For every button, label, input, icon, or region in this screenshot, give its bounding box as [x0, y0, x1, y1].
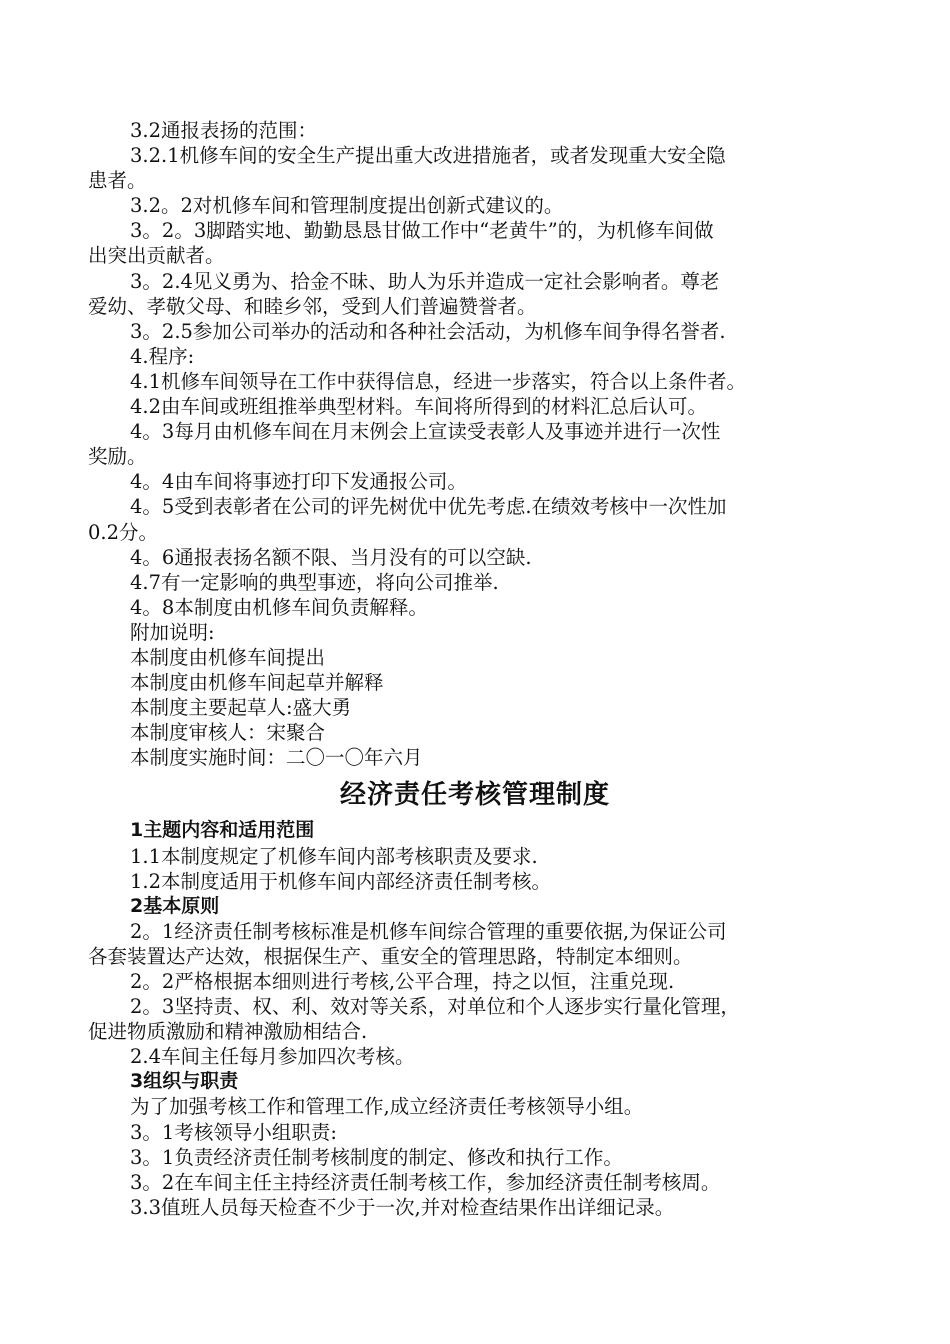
text-line: 2。3坚持责、权、利、效对等关系，对单位和个人逐步实行量化管理， — [130, 995, 740, 1019]
text-line: 3.2。2对机修车间和管理制度提出创新式建议的。 — [130, 194, 564, 218]
text-line: 4.程序: — [130, 344, 195, 368]
text-line: 1.1本制度规定了机修车间内部考核职责及要求. — [130, 844, 538, 868]
text-line: 4。5受到表彰者在公司的评先树优中优先考虑.在绩效考核中一次性加 — [130, 495, 727, 519]
text-line: 4.7有一定影响的典型事迹，将向公司推举. — [130, 570, 499, 594]
section-heading: 3组织与职责 — [130, 1070, 239, 1093]
text-line: 2.4车间主任每月参加四次考核。 — [130, 1045, 415, 1069]
text-line: 本制度实施时间：二〇一〇年六月 — [130, 746, 423, 770]
text-line: 附加说明: — [130, 620, 215, 644]
text-line: 本制度主要起草人:盛大勇 — [130, 696, 352, 720]
text-line: 3.2.1机修车间的安全生产提出重大改进措施者，或者发现重大安全隐 — [130, 144, 726, 168]
text-line: 4。6通报表扬名额不限、当月没有的可以空缺. — [130, 545, 532, 569]
text-line: 3。2.5参加公司举办的活动和各种社会活动，为机修车间争得名誉者. — [130, 319, 726, 343]
text-line: 4。8本制度由机修车间负责解释。 — [130, 595, 428, 619]
section-heading: 1主题内容和适用范围 — [130, 819, 315, 842]
text-line: 3.3值班人员每天检查不少于一次,并对检查结果作出详细记录。 — [130, 1195, 675, 1219]
text-line: 出突出贡献者。 — [88, 244, 225, 268]
text-line: 0.2分。 — [88, 520, 159, 544]
text-line: 4.2由车间或班组推举典型材料。车间将所得到的材料汇总后认可。 — [130, 395, 708, 419]
text-line: 3.2通报表扬的范围： — [130, 119, 318, 142]
text-line: 2。1经济责任制考核标准是机修车间综合管理的重要依据,为保证公司 — [130, 919, 727, 943]
text-line: 3。1负责经济责任制考核制度的制定、修改和执行工作。 — [130, 1145, 623, 1169]
text-line: 本制度由机修车间提出 — [130, 645, 326, 669]
text-line: 本制度审核人：宋聚合 — [130, 721, 326, 745]
section-title: 经济责任考核管理制度 — [339, 780, 610, 811]
text-line: 2。2严格根据本细则进行考核,公平合理，持之以恒，注重兑现. — [130, 970, 675, 993]
text-line: 3。2。3脚踏实地、勤勤恳恳甘做工作中“老黄牛”的，为机修车间做 — [130, 219, 714, 243]
text-line: 3。1考核领导小组职责: — [130, 1120, 337, 1144]
body-text-top — [88, 118, 862, 770]
text-line: 奖励。 — [88, 445, 147, 469]
text-line: 3。2.4见义勇为、拾金不昧、助人为乐并造成一定社会影响者。尊老 — [130, 269, 720, 293]
text-line: 为了加强考核工作和管理工作,成立经济责任考核领导小组。 — [130, 1095, 644, 1119]
text-line: 4。4由车间将事迹打印下发通报公司。 — [130, 470, 467, 494]
section-heading: 2基本原则 — [130, 894, 220, 917]
text-line: 3。2在车间主任主持经济责任制考核工作，参加经济责任制考核周。 — [130, 1170, 721, 1194]
text-line: 爱幼、孝敬父母、和睦乡邻，受到人们普遍赞誉者。 — [88, 294, 537, 318]
text-line: 各套装置达产达效，根据保生产、重安全的管理思路，特制定本细则。 — [88, 944, 693, 968]
text-line: 本制度由机修车间起草并解释 — [130, 671, 384, 695]
body-text-bottom — [88, 818, 862, 1220]
text-line: 4.1机修车间领导在工作中获得信息，经进一步落实，符合以上条件者。 — [130, 369, 747, 393]
text-line: 患者。 — [88, 169, 147, 193]
text-line: 1.2本制度适用于机修车间内部经济责任制考核。 — [130, 869, 552, 893]
text-line: 促进物质激励和精神激励相结合. — [88, 1020, 368, 1044]
text-line: 4。3每月由机修车间在月末例会上宣读受表彰人及事迹并进行一次性 — [130, 420, 721, 444]
